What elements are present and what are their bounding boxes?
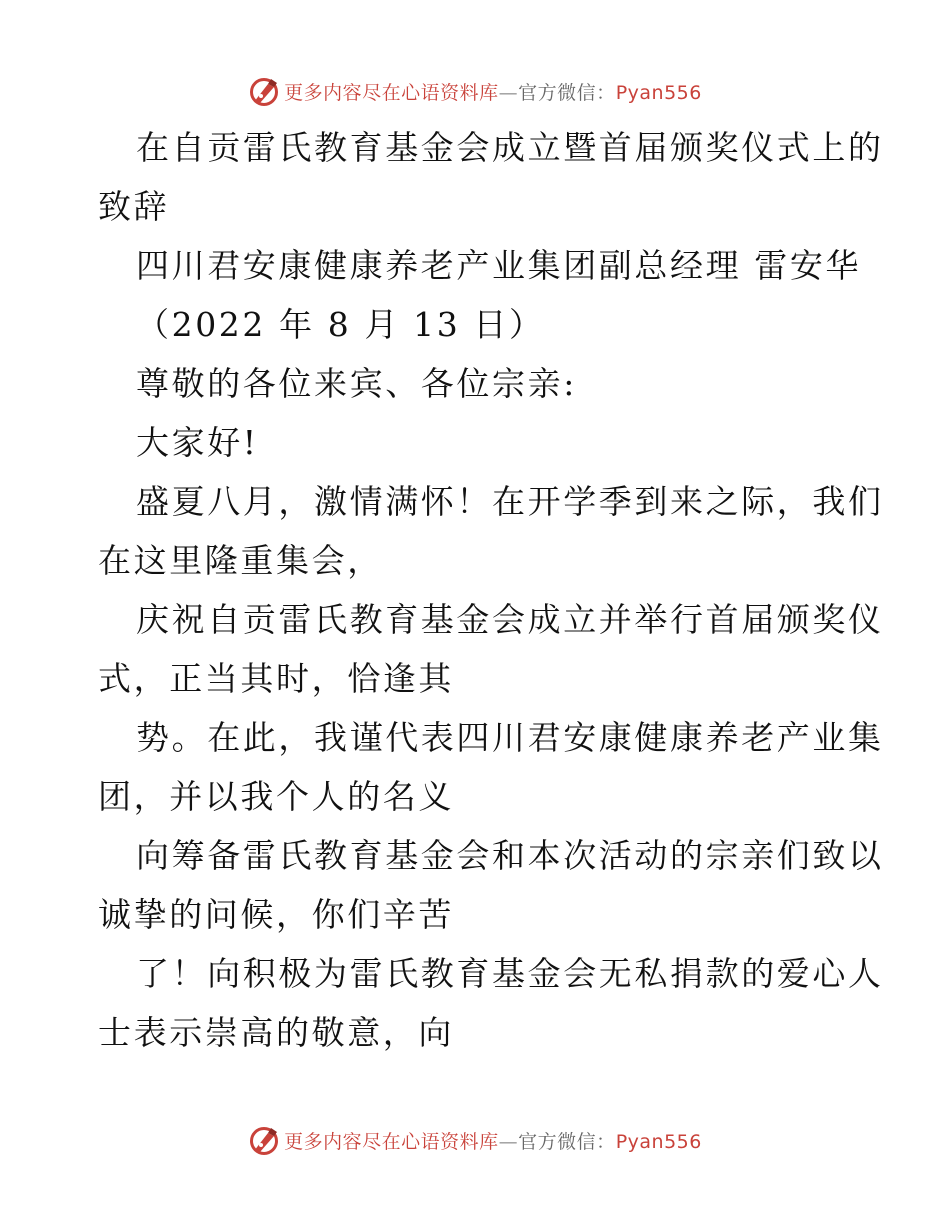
document-title-line-1: 在自贡雷氏教育基金会成立暨首届颁奖仪式上的 (136, 128, 884, 167)
document-title-line-2: 致辞 (98, 187, 170, 226)
greeting-line: 大家好! (136, 423, 259, 462)
banner-sub-text: 官方微信： (518, 1130, 616, 1153)
pen-nib-logo-icon (248, 75, 280, 107)
body-line: 向筹备雷氏教育基金会和本次活动的宗亲们致以 (136, 836, 884, 875)
salutation-line: 尊敬的各位来宾、各位宗亲: (136, 364, 577, 403)
pen-nib-logo-icon (248, 1124, 280, 1156)
header-watermark-banner (0, 74, 950, 108)
banner-dash: — (498, 1130, 519, 1153)
banner-dash: — (498, 81, 519, 104)
document-body (98, 118, 884, 1062)
date-line: （2022 年 8 月 13 日） (136, 305, 545, 344)
banner-sub-text: 官方微信： (518, 81, 616, 104)
body-line: 盛夏八月，激情满怀！在开学季到来之际，我们 (136, 482, 884, 521)
body-line: 在这里隆重集会， (98, 541, 383, 580)
banner-main-text: 更多内容尽在心语资料库 (284, 1130, 499, 1153)
body-line: 士表示崇高的敬意，向 (98, 1013, 454, 1052)
banner-main-text: 更多内容尽在心语资料库 (284, 81, 499, 104)
speaker-line: 四川君安康健康养老产业集团副总经理 雷安华 (136, 246, 862, 285)
footer-watermark-banner (0, 1123, 950, 1157)
banner-account: Pyan556 (615, 81, 702, 104)
body-line: 团，并以我个人的名义 (98, 777, 454, 816)
banner-account: Pyan556 (615, 1130, 702, 1153)
body-line: 势。在此，我谨代表四川君安康健康养老产业集 (136, 718, 884, 757)
body-line: 庆祝自贡雷氏教育基金会成立并举行首届颁奖仪 (136, 600, 884, 639)
body-line: 诚挚的问候，你们辛苦 (98, 895, 454, 934)
body-line: 式，正当其时，恰逢其 (98, 659, 454, 698)
body-line: 了！向积极为雷氏教育基金会无私捐款的爱心人 (136, 954, 884, 993)
